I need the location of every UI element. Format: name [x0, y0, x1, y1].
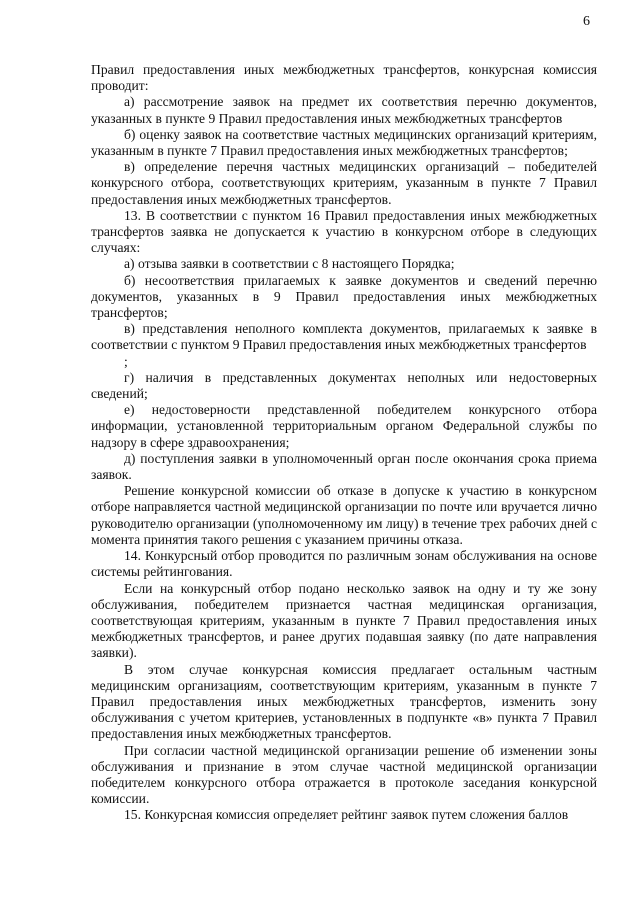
paragraph: При согласии частной медицинской организации решение об изменении зоны обслуживания и признание в этом случае частной медицинской организации победителем конкурсного отбора отражается в протоколе заседания конкурсной комиссии. — [91, 742, 597, 807]
paragraph: 14. Конкурсный отбор проводится по различным зонам обслуживания на основе системы рейтингования. — [91, 548, 597, 580]
paragraph: в) представления неполного комплекта документов, прилагаемых к заявке в соответствии с пунктом 9 Правил предоставления иных межбюджетных трансфертов — [91, 321, 597, 353]
paragraph: б) оценку заявок на соответствие частных медицинских организаций критериям, указанным в пункте 7 Правил предоставления иных межбюджетных трансфертов; — [91, 126, 597, 159]
paragraph: г) наличия в представленных документах неполных или недостоверных сведений; — [91, 369, 597, 402]
paragraph: Решение конкурсной комиссии об отказе в допуске к участию в конкурсном отборе направляется частной медицинской организации по почте или вручается лично руководителю организации (уполномоченному им лицу) в течение трех рабочих дней с момента принятия такого решения с указанием причины отказа. — [91, 483, 597, 547]
paragraph: 13. В соответствии с пунктом 16 Правил предоставления иных межбюджетных трансфертов заявка не допускается к участию в конкурсном отборе в следующих случаях: — [91, 207, 597, 256]
paragraph: е) недостоверности представленной победителем конкурсного отбора информации, установленной территориальным органом Федеральной службы по надзору в сфере здравоохранения; — [91, 402, 597, 450]
paragraph: б) несоответствия прилагаемых к заявке документов и сведений перечню документов, указанных в 9 Правил предоставления иных межбюджетных трансфертов; — [91, 272, 597, 321]
paragraph: В этом случае конкурсная комиссия предлагает остальным частным медицинским организациям, соответствующим критериям, указанным в пункте 7 Правил предоставления иных межбюджетных трансфертов, изменить зону обслуживания с учетом критериев, установленных в подпункте «в» пункта 7 Правил предоставления иных межбюджетных трансфертов. — [91, 661, 597, 742]
paragraph: Правил предоставления иных межбюджетных трансфертов, конкурсная комиссия проводит: — [91, 62, 597, 94]
paragraph: в) определение перечня частных медицинских организаций – победителей конкурсного отбора, соответствующих критериям, указанным в пункте 7 Правил предоставления иных межбюджетных трансфертов. — [91, 159, 597, 207]
paragraph: а) отзыва заявки в соответствии с 8 настоящего Порядка; — [124, 256, 455, 272]
paragraph: д) поступления заявки в уполномоченный орган после окончания срока приема заявок. — [91, 450, 597, 483]
page-number: 6 — [583, 14, 590, 29]
paragraph: 15. Конкурсная комиссия определяет рейтинг заявок путем сложения баллов — [124, 807, 569, 823]
paragraph: ; — [124, 353, 128, 369]
paragraph: Если на конкурсный отбор подано несколько заявок на одну и ту же зону обслуживания, победителем признается частная медицинская организация, соответствующая критериям, указанным в пункте 7 Правил предоставления иных межбюджетных трансфертов, и ранее других подавшая заявку (по дате направления заявки). — [91, 580, 597, 661]
document-body — [91, 62, 597, 824]
paragraph: а) рассмотрение заявок на предмет их соответствия перечню документов, указанных в пункте 9 Правил предоставления иных межбюджетных трансфертов — [91, 94, 597, 126]
